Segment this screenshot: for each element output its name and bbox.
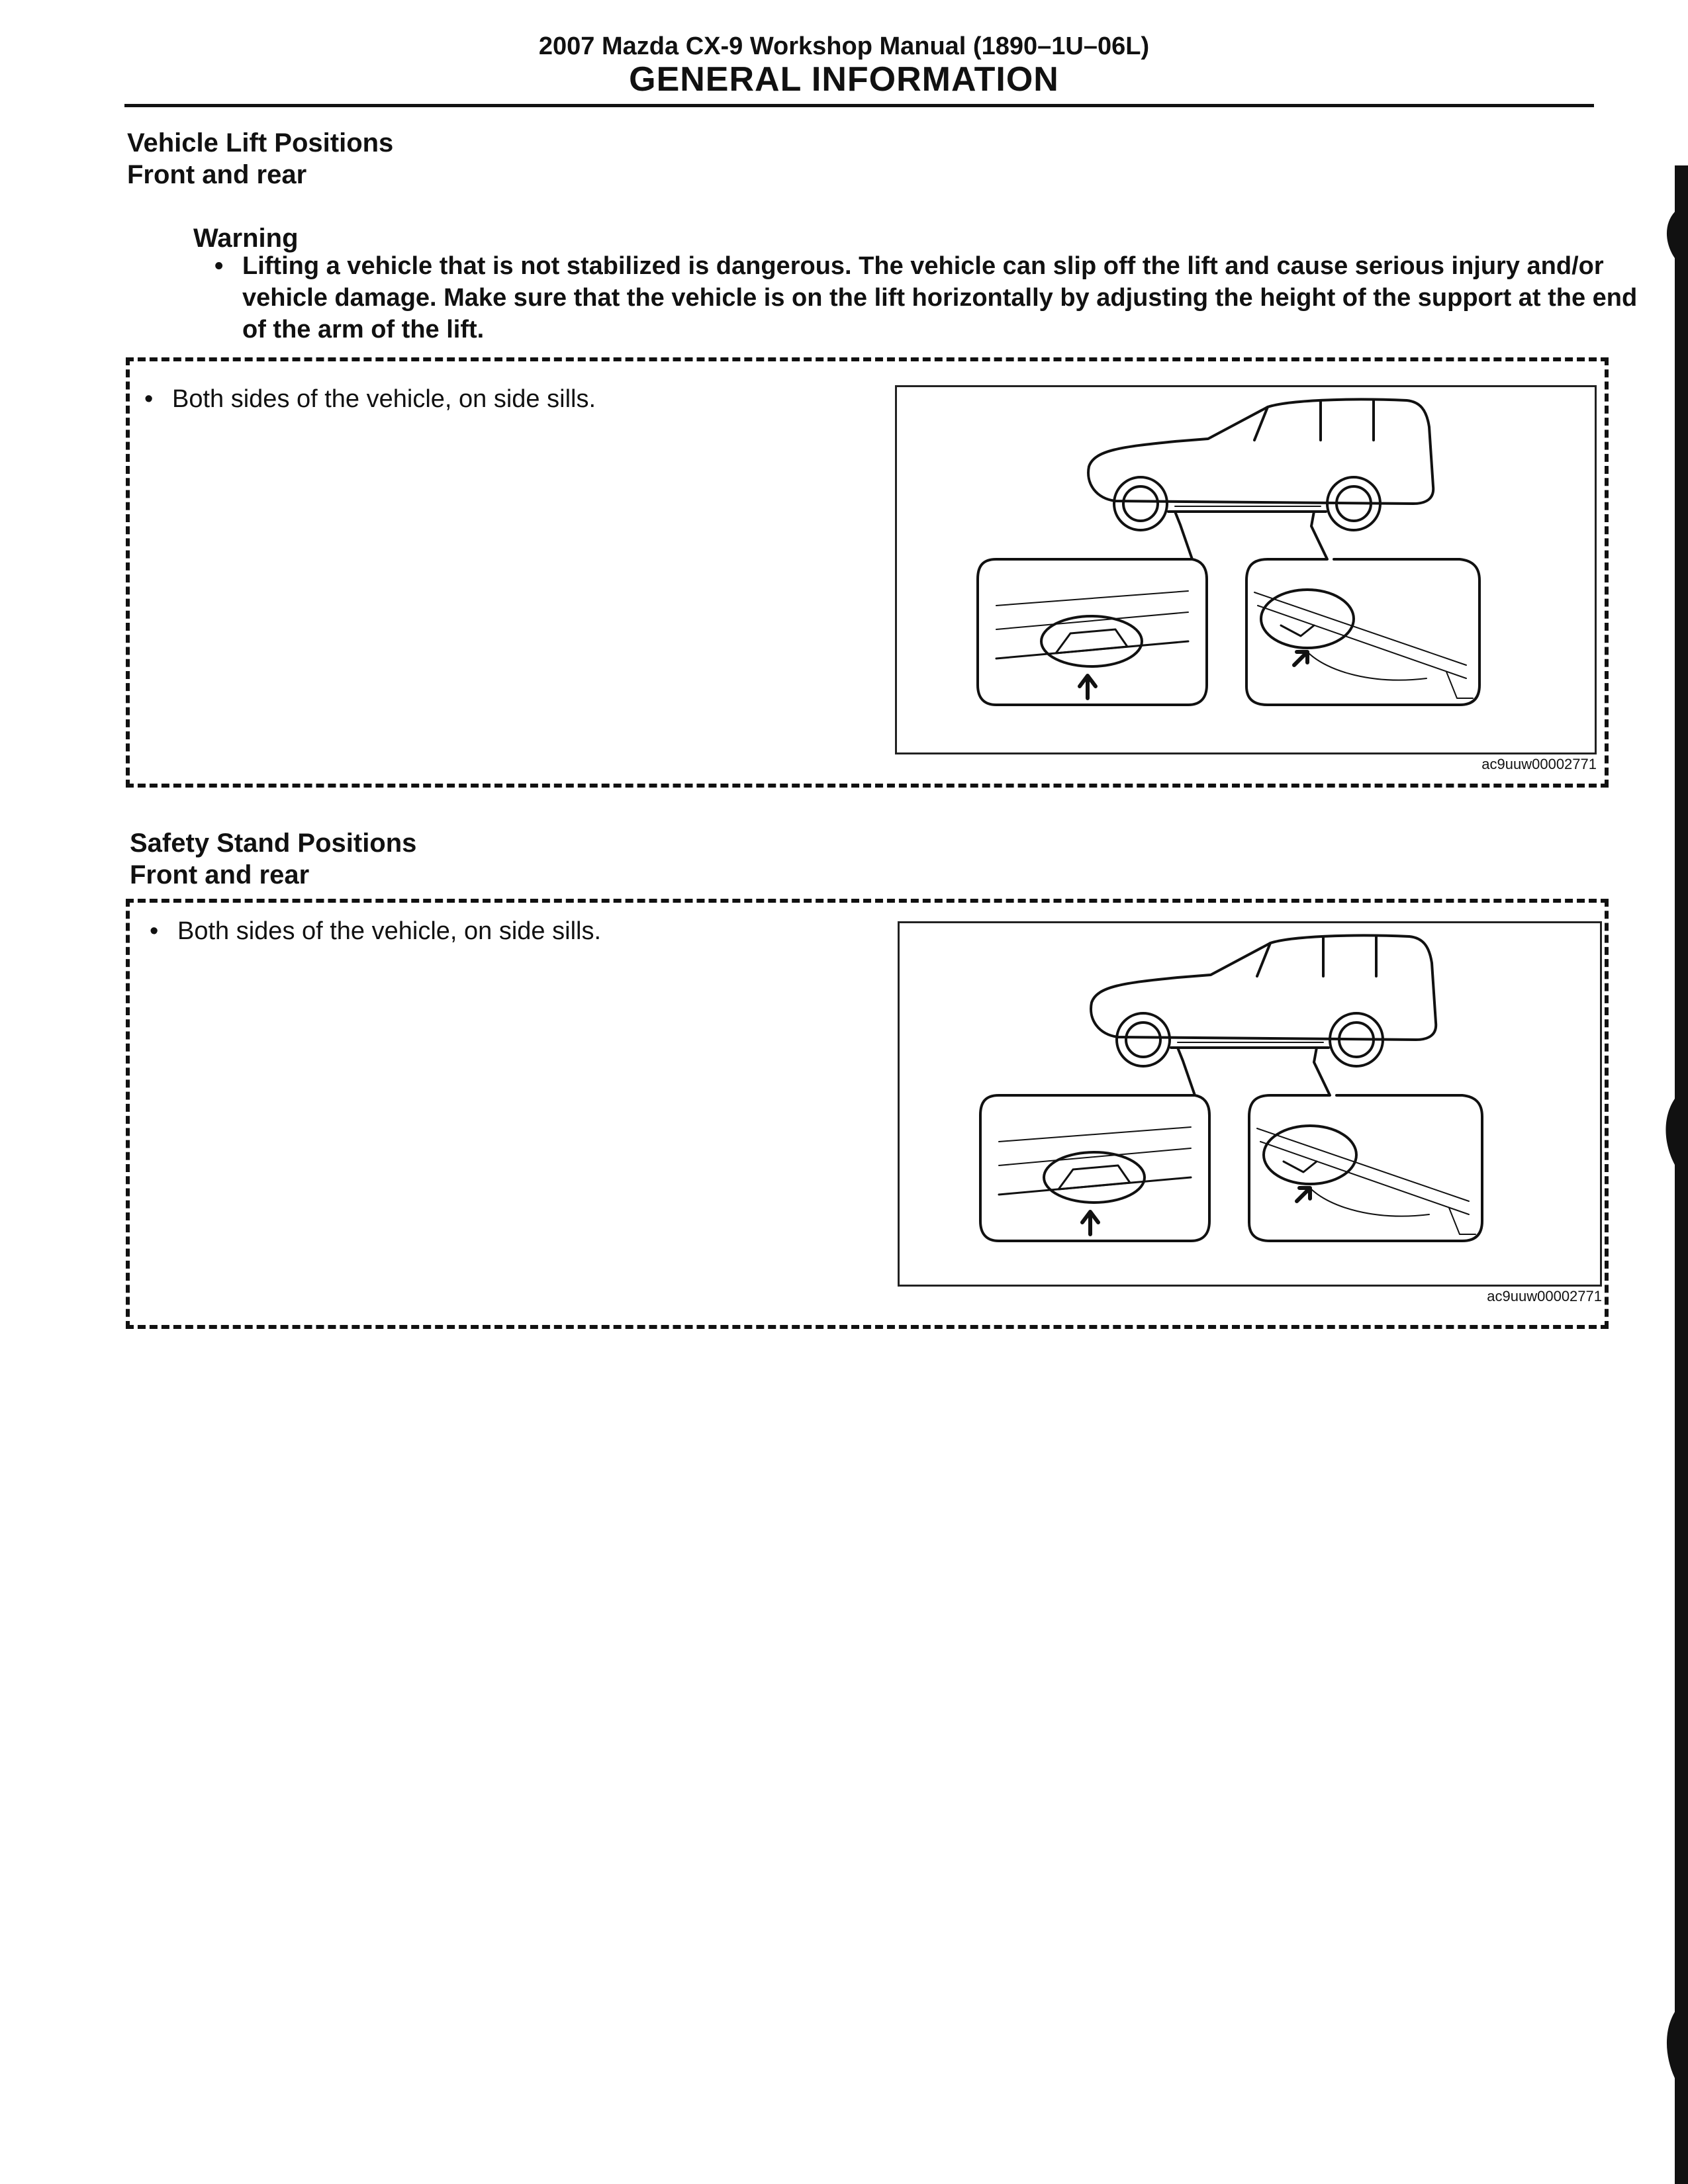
stand-item-text: Both sides of the vehicle, on side sills. bbox=[177, 917, 602, 945]
stand-figure-id: ac9uuw00002771 bbox=[1487, 1288, 1602, 1304]
warning-label: Warning bbox=[193, 224, 299, 253]
lift-item-text: Both sides of the vehicle, on side sills. bbox=[172, 385, 596, 413]
binding-edge bbox=[1662, 165, 1688, 2184]
lift-item-bullet: • bbox=[144, 385, 154, 413]
section-title: GENERAL INFORMATION bbox=[629, 60, 1059, 99]
stand-section-title: Safety Stand Positions bbox=[130, 829, 417, 858]
warning-bullet: • bbox=[214, 252, 224, 280]
warning-text-block bbox=[214, 250, 1639, 345]
stand-item-bullet: • bbox=[150, 917, 159, 945]
lift-item bbox=[144, 384, 596, 414]
stand-figure bbox=[898, 921, 1602, 1287]
vehicle-side-sill-illustration bbox=[900, 923, 1600, 1285]
lift-section-title: Vehicle Lift Positions bbox=[127, 128, 394, 158]
stand-position-box bbox=[126, 899, 1609, 1329]
header-rule bbox=[124, 104, 1594, 107]
lift-section-subtitle: Front and rear bbox=[127, 160, 307, 189]
lift-position-box bbox=[126, 357, 1609, 788]
document-title: 2007 Mazda CX-9 Workshop Manual (1890–1U–06L) bbox=[538, 32, 1150, 60]
vehicle-side-sill-illustration bbox=[897, 387, 1595, 752]
lift-figure-id: ac9uuw00002771 bbox=[1481, 756, 1597, 772]
lift-figure bbox=[895, 385, 1597, 754]
warning-text: Lifting a vehicle that is not stabilized is dangerous. The vehicle can slip off the lift and cause serious injury and/or vehicle damage. Make sure that the vehicle is on the lift horizontally by adjusting the height of the support at the end of the arm of the lift. bbox=[242, 252, 1638, 343]
stand-section-subtitle: Front and rear bbox=[130, 860, 310, 889]
stand-item bbox=[150, 916, 601, 946]
